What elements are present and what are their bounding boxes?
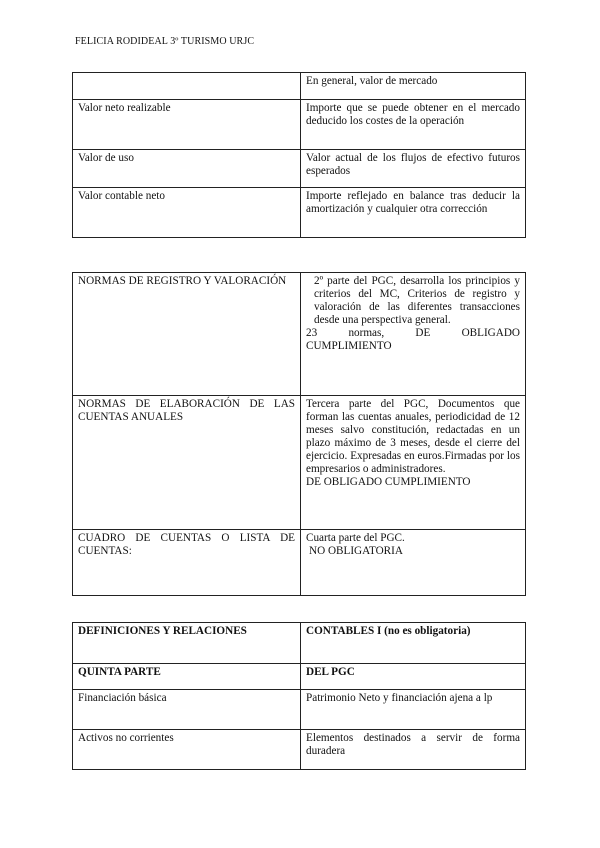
table-row xyxy=(73,690,526,730)
table-cell-label: Valor neto realizable xyxy=(73,100,301,150)
table-row xyxy=(73,73,526,100)
table-row xyxy=(73,188,526,238)
table-cell-description: Importe reflejado en balance tras deducir la amortización y cualquier otra corrección xyxy=(301,188,526,238)
table-row xyxy=(73,530,526,596)
table-cell-label: Activos no corrientes xyxy=(73,730,301,770)
table-cell-description: Elementos destinados a servir de forma duradera xyxy=(301,730,526,770)
table-cell-description: Valor actual de los flujos de efectivo futuros esperados xyxy=(301,150,526,188)
table-cell-label: QUINTA PARTE xyxy=(73,664,301,690)
table-cell-description: CONTABLES I (no es obligatoria) xyxy=(301,623,526,664)
table-cell-description: En general, valor de mercado xyxy=(301,73,526,100)
pgc-parts-table xyxy=(72,272,526,596)
table-cell-description: Patrimonio Neto y financiación ajena a lp xyxy=(301,690,526,730)
table-row xyxy=(73,396,526,530)
table-cell-description xyxy=(301,530,526,596)
valuation-table xyxy=(72,72,526,238)
table-cell-label: Valor de uso xyxy=(73,150,301,188)
table-cell-label: Valor contable neto xyxy=(73,188,301,238)
table-cell-label xyxy=(73,73,301,100)
table-cell-label: NORMAS DE REGISTRO Y VALORACIÓN xyxy=(73,273,301,396)
table-row xyxy=(73,273,526,396)
table-row xyxy=(73,730,526,770)
table-row xyxy=(73,100,526,150)
table-cell-description: Importe que se puede obtener en el mercado deducido los costes de la operación xyxy=(301,100,526,150)
table-cell-label: CUADRO DE CUENTAS O LISTA DE CUENTAS: xyxy=(73,530,301,596)
table-cell-description: DEL PGC xyxy=(301,664,526,690)
table-cell-description xyxy=(301,396,526,530)
cell-paragraph: 2º parte del PGC, desarrolla los principios y criterios del MC, Criterios de registro y valoración de las diferentes transacciones desde una perspectiva general. xyxy=(314,275,520,326)
cell-paragraph: NO OBLIGATORIA xyxy=(309,545,403,557)
cell-paragraph: DE OBLIGADO CUMPLIMIENTO xyxy=(306,476,471,488)
page-header: FELICIA RODIDEAL 3º TURISMO URJC xyxy=(75,36,255,47)
definitions-table xyxy=(72,622,526,770)
table-row xyxy=(73,623,526,664)
table-cell-label: NORMAS DE ELABORACIÓN DE LAS CUENTAS ANUALES xyxy=(73,396,301,530)
table-row xyxy=(73,150,526,188)
table-cell-description xyxy=(301,273,526,396)
table-cell-label: DEFINICIONES Y RELACIONES xyxy=(73,623,301,664)
cell-paragraph: 23 normas, DE OBLIGADO CUMPLIMIENTO xyxy=(306,327,520,352)
table-row xyxy=(73,664,526,690)
cell-paragraph: Tercera parte del PGC, Documentos que forman las cuentas anuales, periodicidad de 12 meses salvo constitución, redactadas en un plazo máximo de 3 meses, desde el cierre del ejercicio. Expresadas en euros.Firmadas por los empresarios o administradores. xyxy=(306,398,520,475)
cell-paragraph: Cuarta parte del PGC. xyxy=(306,532,405,544)
table-cell-label: Financiación básica xyxy=(73,690,301,730)
